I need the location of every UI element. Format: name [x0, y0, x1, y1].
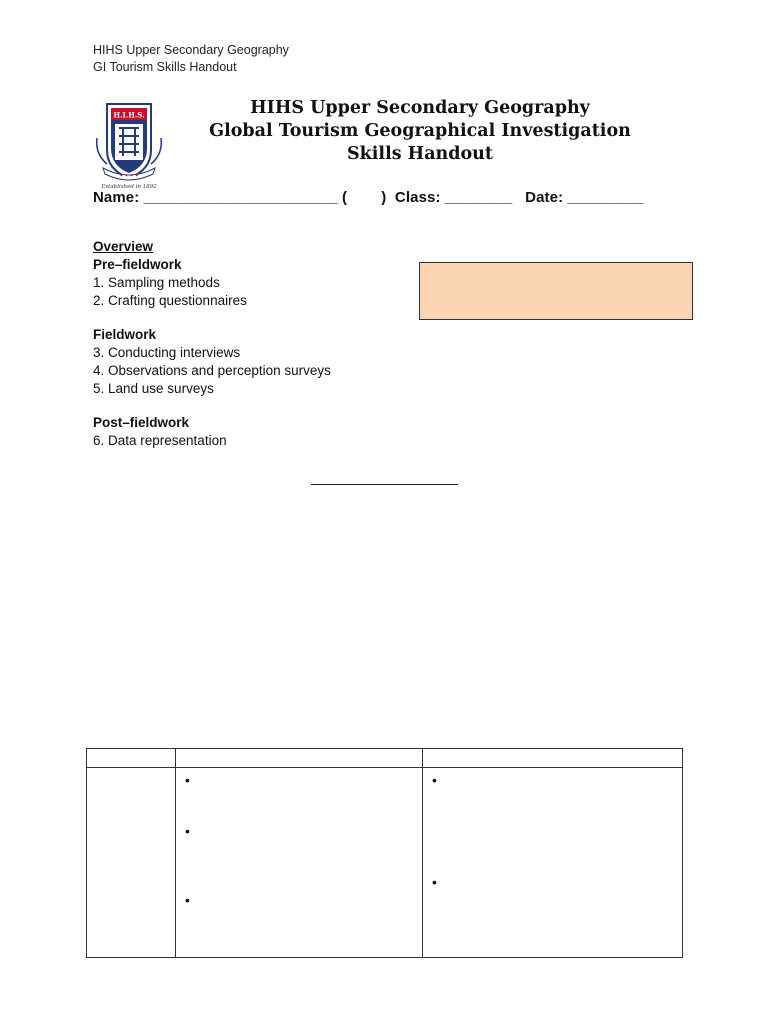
- overview-heading: Overview: [93, 239, 154, 254]
- notes-table: [86, 748, 683, 958]
- section-title-fieldwork: Fieldwork: [93, 327, 157, 342]
- highlight-box: [419, 262, 693, 320]
- table-row: [87, 768, 683, 958]
- overview-outline: [93, 238, 331, 450]
- section-separator-line: [311, 484, 458, 485]
- table-header-row: [87, 749, 683, 768]
- bullet-point: •: [185, 892, 190, 908]
- table-cell: [423, 749, 683, 768]
- list-item: 5. Land use surveys: [93, 381, 214, 396]
- list-item: 6. Data representation: [93, 433, 227, 448]
- svg-text:H.I.H.S.: H.I.H.S.: [113, 110, 145, 120]
- list-item: 3. Conducting interviews: [93, 345, 241, 360]
- bullet-point: •: [432, 874, 437, 890]
- table-cell: [176, 749, 423, 768]
- running-header: [93, 42, 289, 76]
- title-line1: HIHS Upper Secondary Geography: [250, 98, 590, 118]
- table-cell: [423, 768, 683, 958]
- list-item: 2. Crafting questionnaires: [93, 293, 247, 308]
- svg-text:✦ ✦ ✦ ✦: ✦ ✦ ✦ ✦: [119, 174, 139, 179]
- list-item: 4. Observations and perception surveys: [93, 363, 331, 378]
- table-cell: [87, 749, 176, 768]
- logo-established-text: Established in 1892: [101, 184, 157, 190]
- section-title-post-fieldwork: Post–fieldwork: [93, 415, 190, 430]
- bullet-point: •: [432, 772, 437, 788]
- running-header-line2: GI Tourism Skills Handout: [93, 60, 237, 74]
- list-item: 1. Sampling methods: [93, 275, 220, 290]
- table-cell: [176, 768, 423, 958]
- bullet-point: •: [185, 823, 190, 839]
- student-details-line: Name: _______________________ ( ) Class: ________ Date: _________: [93, 189, 644, 206]
- title-line3: Skills Handout: [347, 144, 493, 164]
- school-crest-logo: [93, 98, 165, 190]
- section-title-pre-fieldwork: Pre–fieldwork: [93, 257, 182, 272]
- running-header-line1: HIHS Upper Secondary Geography: [93, 43, 289, 57]
- title-line2: Global Tourism Geographical Investigation: [209, 121, 631, 141]
- bullet-point: •: [185, 772, 190, 788]
- table-cell: [87, 768, 176, 958]
